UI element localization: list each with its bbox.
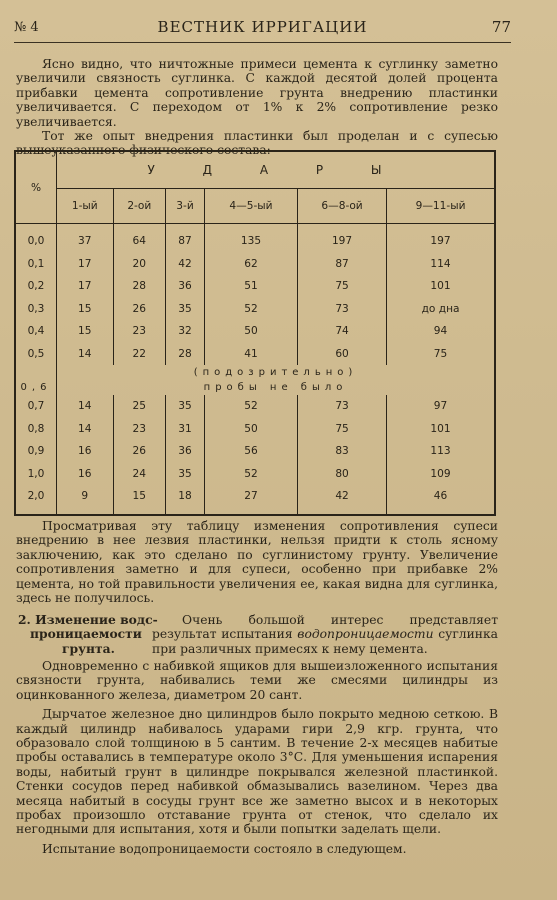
table-cell xyxy=(15,365,57,380)
table-cell: 42 xyxy=(298,485,387,508)
table-row xyxy=(15,320,495,343)
table-cell: 1,0 xyxy=(15,463,57,486)
table-cell: 80 xyxy=(298,463,387,486)
udary-header: У Д А Р Ы xyxy=(57,151,496,189)
table-cell: 97 xyxy=(433,400,448,413)
table-cell: 18 xyxy=(166,485,205,508)
table-cell: 31 xyxy=(166,418,205,441)
emphasis-waterpermeability: водопроницаемости xyxy=(297,627,434,642)
table-cell: 52 xyxy=(204,298,297,321)
table-cell xyxy=(387,508,495,515)
table-cell: 2,0 xyxy=(15,485,57,508)
table-cell: 41 xyxy=(204,343,297,366)
table-cell: 64 xyxy=(113,230,166,253)
paragraph-cylinders: Одновременно с набивкой ящиков для вышеизложенного испытания связности грунта, набивались теми же смесями цилиндры из оцинкованного железа, диаметром 20 сант. xyxy=(16,659,498,702)
table-cell xyxy=(57,508,114,515)
col-header: 6—8-ой xyxy=(298,189,387,224)
table-cell: 14 xyxy=(57,343,114,366)
issue-number: № 4 xyxy=(14,20,39,35)
table-cell: 9 xyxy=(57,485,114,508)
table-row xyxy=(15,440,495,463)
table-cell: 56 xyxy=(204,440,297,463)
table-cell: 74 xyxy=(298,320,387,343)
table-cell: 101 xyxy=(430,422,451,435)
table-row xyxy=(15,343,495,366)
table-row xyxy=(15,275,495,298)
table-cell: 50 xyxy=(204,418,297,441)
paragraph-experiment: Дырчатое железное дно цилиндров было покрыто медною сеткою. В каждый цилиндр набивалось ударами гири 2,9 кгр. грунта, что образовало слой толщиною в 5 сантим. В течение 2-х месяцев набитые пробы оставались в температуре около 3°С. Для уменьшения испарения воды, набитый грунт в цилиндре покрывался железной пластинкой. Стенки сосудов перед набивкой обмазывались вазелином. Через два месяца набитый в сосуды грунт все же заметно высох и в некоторых пробах произошло отставание грунта от стенок, что сделало их негодными для испытания, хотя и были попытки заделать щели. xyxy=(16,707,498,837)
table-cell: 28 xyxy=(166,343,205,366)
table-cell: до дна xyxy=(421,302,460,315)
table-cell: 114 xyxy=(430,257,451,270)
table-cell: 135 xyxy=(204,230,297,253)
table-row xyxy=(15,463,495,486)
note-suspicious: (подозрительно) xyxy=(193,367,358,378)
section-heading: 2. Изменение водс- проницаемости грунта. xyxy=(18,612,158,656)
page-header xyxy=(14,18,511,40)
table-cell: 51 xyxy=(204,275,297,298)
table-cell: 0,7 xyxy=(15,395,57,418)
table-cell: 0,9 xyxy=(15,440,57,463)
table-note-row xyxy=(15,380,495,395)
table-row xyxy=(15,253,495,276)
table-cell: 0,0 xyxy=(15,230,57,253)
table-cell: 46 xyxy=(433,490,448,503)
table-cell: 42 xyxy=(166,253,205,276)
table-cell: 197 xyxy=(298,230,387,253)
table-cell: 0,2 xyxy=(15,275,57,298)
intro-text xyxy=(16,57,498,158)
table-cell: 25 xyxy=(113,395,166,418)
table-cell: 28 xyxy=(113,275,166,298)
table-cell: 26 xyxy=(113,440,166,463)
page-number: 77 xyxy=(491,18,511,36)
table-cell: 0,5 xyxy=(15,343,57,366)
table-cell: 75 xyxy=(433,347,448,360)
table-cell: 73 xyxy=(298,298,387,321)
note-no-sample: пробы не было xyxy=(203,382,348,393)
col-header: 4—5-ый xyxy=(204,189,297,224)
table-row xyxy=(15,230,495,253)
table-cell: 37 xyxy=(57,230,114,253)
table-row xyxy=(15,395,495,418)
col-header: 1-ый xyxy=(57,189,114,224)
table-cell: 35 xyxy=(166,298,205,321)
table-cell: 73 xyxy=(298,395,387,418)
col-header: 9—11-ый xyxy=(387,189,495,224)
after-table-text xyxy=(16,519,498,605)
table-row xyxy=(15,418,495,441)
table-cell: 14 xyxy=(57,395,114,418)
intro-paragraph-2: Тот же опыт внедрения пластинки был проделан и с супесью вышеуказанного физического состава: xyxy=(16,129,498,158)
header-rule xyxy=(14,42,511,43)
section-lead: Очень большой интерес представляет результат испытания водопроницаемости суглинка при различных примесях к нему цемента. xyxy=(152,613,498,656)
table-cell: 23 xyxy=(113,418,166,441)
table-cell: 32 xyxy=(166,320,205,343)
table-cell: 14 xyxy=(57,418,114,441)
table-cell: 24 xyxy=(113,463,166,486)
table-cell: 35 xyxy=(166,463,205,486)
table-cell: 15 xyxy=(113,485,166,508)
paragraph-testing: Испытание водопроницаемости состояло в следующем. xyxy=(42,841,407,856)
pct-header: % xyxy=(15,151,57,224)
table-cell: 17 xyxy=(57,253,114,276)
table-cell: 22 xyxy=(113,343,166,366)
table-cell: 36 xyxy=(166,440,205,463)
table-cell: 62 xyxy=(204,253,297,276)
table-row xyxy=(15,485,495,508)
table-cell: 87 xyxy=(166,230,205,253)
table-cell: 197 xyxy=(430,235,451,248)
table-cell: 27 xyxy=(204,485,297,508)
table-cell: 0,6 xyxy=(15,380,57,395)
table-cell: 35 xyxy=(166,395,205,418)
table-cell: 113 xyxy=(430,445,451,458)
table-cell: 75 xyxy=(298,275,387,298)
table-cell: 0,8 xyxy=(15,418,57,441)
journal-title: ВЕСТНИК ИРРИГАЦИИ xyxy=(157,18,368,36)
table-cell: 94 xyxy=(433,325,448,338)
table-cell: 0,1 xyxy=(15,253,57,276)
table-note-row xyxy=(15,365,495,380)
table-cell: 16 xyxy=(57,440,114,463)
table-cell: 101 xyxy=(430,280,451,293)
table-cell: 16 xyxy=(57,463,114,486)
after-table-paragraph: Просматривая эту таблицу изменения сопротивления супеси внедрению в нее лезвия пластинки, нельзя придти к столь ясному заключению, как это сделано по суглинистому грунту. Увеличение сопротивления заметно и для супеси, особенно при прибавке 2% цемента, но той правильности увеличения ее, какая видна для суглинка, здесь не получилось. xyxy=(16,519,498,606)
table-cell: 0,3 xyxy=(15,298,57,321)
impact-resistance-table xyxy=(14,150,496,516)
table-cell: 20 xyxy=(113,253,166,276)
table-cell xyxy=(166,508,205,515)
table-cell: 75 xyxy=(298,418,387,441)
table-cell xyxy=(204,508,297,515)
table-cell xyxy=(113,508,166,515)
table-cell: 26 xyxy=(113,298,166,321)
table-cell: 87 xyxy=(298,253,387,276)
table-cell xyxy=(298,508,387,515)
col-header: 2-ой xyxy=(113,189,166,224)
table-cell: 15 xyxy=(57,298,114,321)
table-cell: 109 xyxy=(430,467,451,480)
table-cell: 83 xyxy=(298,440,387,463)
table-row xyxy=(15,298,495,321)
table-cell: 23 xyxy=(113,320,166,343)
intro-paragraph-1: Ясно видно, что ничтожные примеси цемента к суглинку заметно увеличили связность суглинка. С каждой десятой долей процента прибавки цемента сопротивление грунта внедрению пластинки увеличивается. С переходом от 1% к 2% сопротивление резко увеличивается. xyxy=(16,57,498,129)
table-cell: 60 xyxy=(298,343,387,366)
table-cell: 17 xyxy=(57,275,114,298)
table-cell: 52 xyxy=(204,395,297,418)
body-text xyxy=(16,659,498,856)
table-cell xyxy=(15,508,57,515)
col-header: 3-й xyxy=(166,189,205,224)
table-cell: 15 xyxy=(57,320,114,343)
table-cell: 36 xyxy=(166,275,205,298)
table-cell: 52 xyxy=(204,463,297,486)
table-cell: 50 xyxy=(204,320,297,343)
table-cell: 0,4 xyxy=(15,320,57,343)
